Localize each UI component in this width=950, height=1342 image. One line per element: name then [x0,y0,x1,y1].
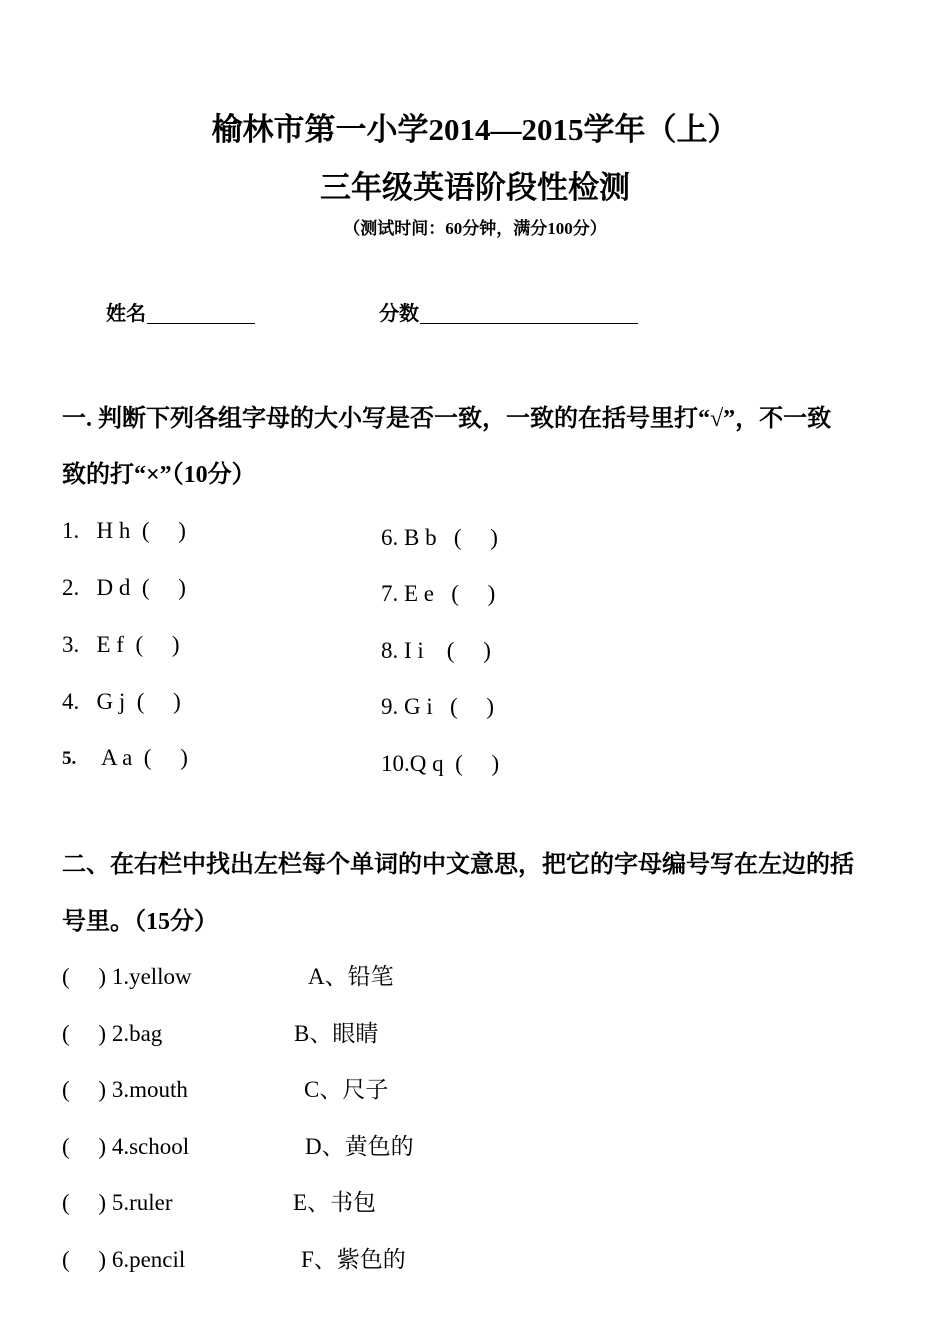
name-blank[interactable] [147,303,255,324]
exam-title-school: 榆林市第一小学2014—2015学年（上） [211,112,739,147]
word-item-2: ( ) 2.bag [62,1021,163,1046]
word-item-4: ( ) 4.school [62,1134,190,1159]
letter-item-1: 1. H h ( ) [62,518,186,543]
word-item-5: ( ) 5.ruler [62,1190,173,1215]
letter-item-2: 2. D d ( ) [62,575,186,600]
score-blank[interactable] [420,303,638,324]
meaning-item-b: B、眼睛 [294,1021,379,1046]
name-field [106,303,255,324]
word-item-3: ( ) 3.mouth [62,1077,188,1102]
meaning-item-a: A、铅笔 [308,964,394,989]
meaning-item-e: E、书包 [293,1190,377,1215]
section2-heading-line2: 号里。（15分） [62,909,218,935]
section2-heading-line1: 二、在右栏中找出左栏每个单词的中文意思，把它的字母编号写在左边的括 [62,852,854,878]
word-item-6: ( ) 6.pencil [62,1247,186,1272]
meaning-item-f: F、紫色的 [301,1247,406,1272]
letter-item-3: 3. E f ( ) [62,632,180,657]
letter-item-7: 7. E e ( ) [381,581,496,606]
letter-item-9: 9. G i ( ) [381,694,495,719]
letter-item-8: 8. I i ( ) [381,638,491,663]
score-field [379,303,638,324]
letter-item-5-number: 5. [62,748,77,769]
letter-item-4: 4. G j ( ) [62,689,181,714]
score-label: 分数 [379,303,419,325]
meaning-item-c: C、尺子 [304,1077,389,1102]
section1-heading-line1: 一. 判断下列各组字母的大小写是否一致，一致的在括号里打“√”，不一致 [62,406,832,432]
exam-subtitle: （测试时间：60分钟，满分100分） [343,219,607,238]
name-label: 姓名 [106,303,146,325]
meaning-item-d: D、黄色的 [305,1134,414,1159]
letter-item-5: A a ( ) [101,745,188,770]
exam-title-subject: 三年级英语阶段性检测 [320,170,630,205]
section1-heading-line2: 致的打“×”（10分） [62,462,256,488]
word-item-1: ( ) 1.yellow [62,964,192,989]
letter-item-10: 10.Q q ( ) [381,751,500,776]
letter-item-6: 6. B b ( ) [381,525,498,550]
